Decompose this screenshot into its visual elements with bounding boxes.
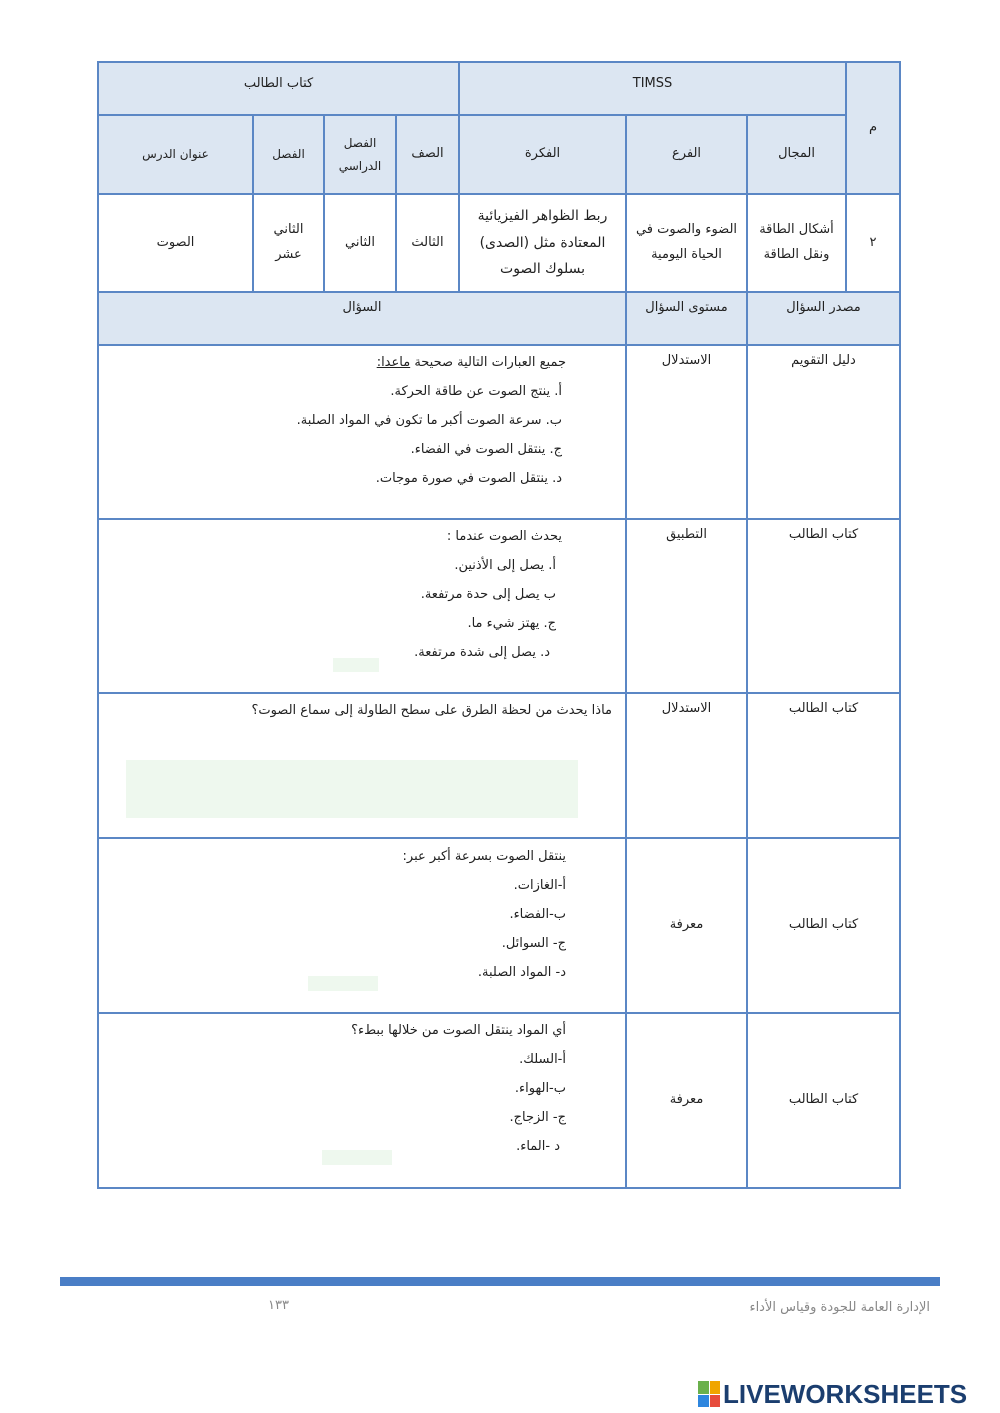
- info-domain-text: أشكال الطاقة ونقل الطاقة: [759, 222, 834, 262]
- line-h-1013: [97, 1012, 901, 1014]
- q4-level: [626, 838, 747, 1013]
- q4-source: [747, 838, 900, 1013]
- footer-bar: [60, 1277, 940, 1286]
- info-idea: [459, 194, 626, 292]
- q4-stem: ينتقل الصوت بسرعة أكبر عبر:: [402, 849, 566, 864]
- info-number: [846, 194, 900, 292]
- border-right: [899, 61, 901, 1189]
- q1-source-text: دليل التقويم: [791, 353, 856, 368]
- line-v-747: [746, 114, 748, 1189]
- line-h-345: [97, 344, 901, 346]
- liveworksheets-logo-icon: [698, 1381, 720, 1407]
- q4-option: ب-الفضاء.: [509, 907, 566, 922]
- q3-source-text: كتاب الطالب: [788, 701, 859, 716]
- info-lesson: [98, 194, 253, 292]
- info-domain: [747, 194, 846, 292]
- q2-answer-ghost: [333, 658, 379, 672]
- q1-option: أ. ينتج الصوت عن طاقة الحركة.: [390, 384, 562, 399]
- line-v-324: [323, 114, 325, 293]
- q5-option: أ-السلك.: [519, 1052, 566, 1067]
- col-lesson: [98, 115, 253, 194]
- q5-level: [626, 1013, 747, 1188]
- q2-level: [626, 519, 747, 693]
- border-top: [97, 61, 901, 63]
- col-domain-text: المجال: [778, 146, 815, 162]
- info-chapter-text: الثاني عشر: [273, 222, 304, 262]
- col-idea: [459, 115, 626, 194]
- info-chapter: [253, 194, 324, 292]
- q2-stem: يحدث الصوت عندما :: [446, 529, 562, 544]
- col-domain: [747, 115, 846, 194]
- info-idea-text: ربط الظواهر الفيزيائية المعتادة مثل (الصدى) بسلوك الصوت: [477, 208, 608, 278]
- q2-source: [747, 519, 900, 693]
- col-chapter-text: الفصل: [272, 147, 305, 162]
- info-branch: [626, 194, 747, 292]
- header-m-text: م: [868, 119, 878, 135]
- q3-stem: ماذا يحدث من لحظة الطرق على سطح الطاولة إلى سماع الصوت؟: [251, 703, 612, 718]
- qh-source-text: مصدر السؤال: [786, 300, 861, 315]
- line-h-292: [97, 291, 901, 293]
- q4-option: ج- السوائل.: [501, 936, 566, 951]
- q2-option: ب يصل إلى حدة مرتفعة.: [420, 587, 556, 602]
- q1-body: [98, 345, 626, 519]
- info-branch-text: الضوء والصوت في الحياة اليومية: [635, 222, 738, 262]
- info-grade-text: الثالث: [411, 234, 444, 250]
- q4-option: د- المواد الصلبة.: [477, 965, 566, 980]
- q4-option: أ-الغازات.: [513, 878, 566, 893]
- line-h-115: [97, 114, 847, 116]
- q1-level-text: الاستدلال: [661, 353, 712, 368]
- q5-source-text: كتاب الطالب: [788, 1092, 859, 1108]
- border-bottom: [97, 1187, 901, 1189]
- q2-source-text: كتاب الطالب: [788, 527, 859, 542]
- header-student-book-text: كتاب الطالب: [243, 76, 314, 91]
- footer-department: الإدارة العامة للجودة وقياس الأداء: [749, 1300, 930, 1315]
- line-h-693: [97, 692, 901, 694]
- info-number-text: ٢: [869, 234, 877, 250]
- col-grade: [396, 115, 459, 194]
- q5-option: ب-الهواء.: [514, 1081, 566, 1096]
- q3-level-text: الاستدلال: [661, 701, 712, 716]
- liveworksheets-brand[interactable]: [698, 1377, 967, 1411]
- col-lesson-text: عنوان الدرس: [142, 147, 209, 162]
- q5-answer-ghost[interactable]: [322, 1150, 392, 1165]
- header-student-book: [98, 62, 459, 115]
- q2-option: أ. يصل إلى الأذنين.: [454, 558, 556, 573]
- q2-option: د. يصل إلى شدة مرتفعة.: [414, 645, 550, 660]
- col-branch-text: الفرع: [671, 146, 702, 162]
- q2-option: ج. يهتز شيء ما.: [467, 616, 556, 631]
- q1-option: د. ينتقل الصوت في صورة موجات.: [375, 471, 562, 486]
- q4-level-text: معرفة: [669, 917, 704, 933]
- line-h-194: [97, 193, 901, 195]
- border-left: [97, 61, 99, 1189]
- q5-source: [747, 1013, 900, 1188]
- q3-answer-box[interactable]: [126, 760, 578, 818]
- qh-level-text: مستوى السؤال: [645, 300, 728, 315]
- liveworksheets-wordmark: LIVEWORKSHEETS: [723, 1378, 968, 1409]
- q1-source: [747, 345, 900, 519]
- q3-level: [626, 693, 747, 838]
- qh-question-text: السؤال: [342, 300, 382, 315]
- qh-source: [747, 292, 900, 345]
- q5-stem: أي المواد ينتقل الصوت من خلالها ببطء؟: [351, 1023, 566, 1038]
- q1-stem-underlined: ماعدا:: [376, 355, 411, 370]
- line-h-519: [97, 518, 901, 520]
- col-term: [324, 115, 396, 194]
- info-lesson-text: الصوت: [156, 234, 195, 250]
- col-branch: [626, 115, 747, 194]
- q5-option: ج- الزجاج.: [509, 1110, 566, 1125]
- qh-level: [626, 292, 747, 345]
- footer-page-number: ١٣٣: [268, 1298, 289, 1313]
- info-term-text: الثاني: [345, 234, 375, 250]
- header-timss: [459, 62, 846, 115]
- q1-level: [626, 345, 747, 519]
- col-chapter: [253, 115, 324, 194]
- q1-option: ج. ينتقل الصوت في الفضاء.: [410, 442, 562, 457]
- line-v-253: [252, 114, 254, 293]
- q5-level-text: معرفة: [669, 1092, 704, 1108]
- line-v-846: [845, 61, 847, 293]
- header-timss-text: TIMSS: [632, 76, 673, 91]
- col-grade-text: الصف: [411, 146, 444, 162]
- q1-option: ب. سرعة الصوت أكبر ما تكون في المواد الصلبة.: [296, 413, 562, 428]
- q4-answer-ghost[interactable]: [308, 976, 378, 991]
- q5-option: د -الماء.: [516, 1139, 560, 1154]
- q1-stem-prefix: جميع العبارات التالية صحيحة: [410, 355, 566, 370]
- info-grade: [396, 194, 459, 292]
- line-v-626: [625, 114, 627, 1189]
- header-m: [846, 62, 900, 194]
- line-v-396: [395, 114, 397, 293]
- q3-source: [747, 693, 900, 838]
- q1-stem: [98, 348, 566, 377]
- info-term: [324, 194, 396, 292]
- col-idea-text: الفكرة: [524, 146, 561, 162]
- line-v-459: [458, 61, 460, 293]
- qh-question: [98, 292, 626, 345]
- q4-source-text: كتاب الطالب: [788, 917, 859, 933]
- col-term-text: الفصل الدراسي: [338, 135, 382, 173]
- line-h-838: [97, 837, 901, 839]
- q2-level-text: التطبيق: [666, 527, 707, 542]
